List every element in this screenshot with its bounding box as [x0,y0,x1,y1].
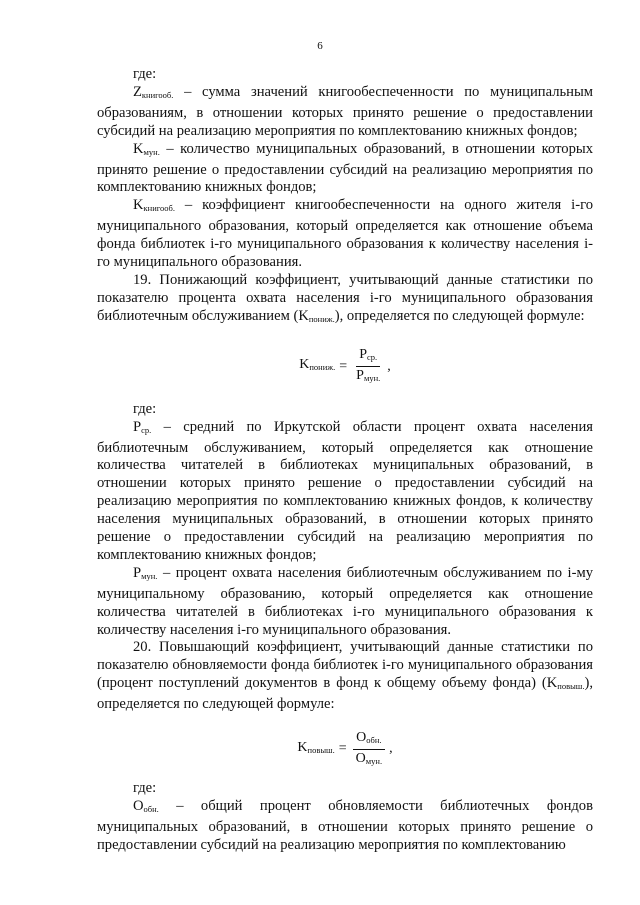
page-number: 6 [317,40,323,52]
paragraph-19 [97,272,593,329]
where-label-2: где: [133,400,157,417]
symbol: P [356,368,364,384]
symbol: P [133,564,142,581]
formula-lhs [299,356,335,377]
fraction-denominator [353,367,383,386]
symbol-subscript: обн. [366,734,382,745]
fraction [353,347,383,386]
symbol: O [355,750,366,766]
formula-k-ponizh [97,333,593,401]
definition-k-knigoob [97,197,593,272]
where-label-3: где: [133,780,157,797]
fraction-denominator [353,750,385,769]
symbol: O [356,729,367,745]
comma: , [389,741,393,757]
paragraph-text: ), определяется по следующей формуле: [334,307,585,324]
definition-text: – общий процент обновляемости библиотечных фондов муниципальных образований, в отношении которых принято решение о предоставлении субсидий на реализацию мероприятия по комплектованию [97,798,593,853]
definition-o-obn [97,798,593,855]
symbol-subscript: мун. [363,373,381,384]
formula-lhs [297,739,334,760]
equals-sign: = [339,358,348,374]
symbol: P [359,347,368,363]
definition-k-mun [97,141,593,198]
fraction [353,730,385,769]
definition-text: – средний по Иркутской области процент охвата населения библиотечным обслуживанием, который определяется как отношение количества читателей в библиотеках муниципальных образований, в отношении которых принято решение о предоставлении субсидий на реализацию мероприятия по комплектованию книжных фондов, к количеству населения муниципальных образований, в отношении которых принято решение о предоставлении субсидий на реализацию мероприятия по комплектованию книжных фондов; [97,418,593,563]
symbol-subscript: повыш. [557,681,585,692]
symbol: O [133,798,144,814]
symbol-subscript: мун. [365,755,383,766]
paragraph-text: 19. Понижающий коэффициент, учитывающий данные статистики по показателю процента охвата населения i-го муниципального образования библиотечным обслуживанием (K [97,271,593,324]
paragraph-text: 20. Повышающий коэффициент, учитывающий данные статистики по показателю обновляемости фонда библиотек i-го муниципального образования (процент поступлений документов в фонд к общему объему фонда) (K [97,639,593,692]
symbol-subscript: обн. [143,804,159,814]
definition-text: – процент охвата населения библиотечным обслуживанием по i-му муниципальному образованию, который определяется как отношение количества читателей в библиотеках i-го муниципального образования к количеству населения i-го муниципального образования. [97,564,593,638]
document-body [97,66,593,855]
symbol: K [133,197,144,214]
symbol: K [297,739,308,755]
paragraph-text: ), определяется по следующей формуле: [97,675,593,713]
symbol-subscript: повыш. [307,744,335,755]
symbol-subscript: книгооб. [141,89,174,100]
paragraph-20 [97,639,593,714]
definition-text: – сумма значений книгообеспеченности по муниципальным образованиям, в отношении которых принято решение о предоставлении субсидий на реализацию мероприятия по комплектованию книжных фондов; [97,83,593,139]
symbol: K [299,357,310,373]
comma: , [387,358,391,374]
symbol-subscript: книгооб. [143,203,175,214]
definition-z-knigoob [97,84,593,141]
formula-k-povysh [97,718,593,780]
symbol: Z [133,83,142,100]
symbol: K [133,140,144,157]
fraction-numerator [356,347,380,367]
definition-p-sr [97,419,593,565]
symbol-subscript: ср. [367,352,378,363]
equals-sign: = [338,741,347,757]
symbol-subscript: ср. [141,424,152,435]
symbol-subscript: пониж. [309,362,336,373]
definition-text: – количество муниципальных образований, в отношении которых принято решение о предоставлении субсидий на реализацию мероприятия по комплектованию книжных фондов; [97,140,593,196]
symbol-subscript: мун. [141,570,158,581]
symbol-subscript: мун. [143,146,160,157]
symbol-subscript: пониж. [308,313,335,324]
fraction-numerator [353,730,384,750]
definition-text: – коэффициент книгообеспеченности на одного жителя i-го муниципального образования, который определяется как отношение объема фонда библиотек i-го муниципального образования к количеству населения i-го муниципального образования. [97,197,593,271]
definition-p-mun [97,565,593,640]
symbol: P [133,418,142,435]
where-label-1: где: [133,66,157,82]
